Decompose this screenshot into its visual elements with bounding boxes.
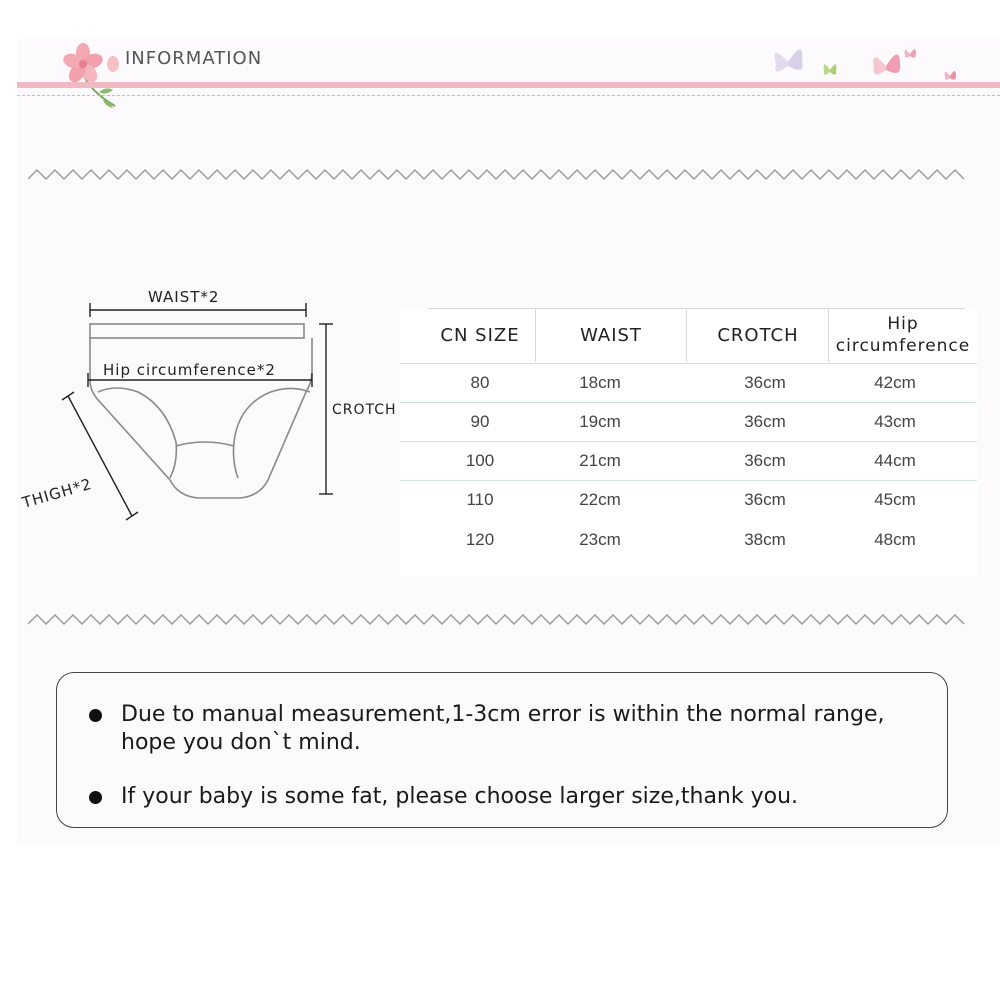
header-crotch: CROTCH [717, 324, 799, 346]
cell-crotch: 38cm [744, 530, 786, 549]
header-hip-circumference [829, 308, 977, 362]
cell-size: 90 [470, 412, 490, 431]
butterfly-icon [760, 40, 970, 95]
hip-dimension-label: Hip circumference*2 [103, 361, 276, 379]
cell-size: 110 [466, 490, 494, 509]
underwear-measurement-diagram [20, 280, 400, 530]
bullet-icon [89, 709, 102, 722]
zigzag-divider-top [28, 168, 972, 182]
header-dashed-line [17, 95, 1000, 96]
zigzag-divider-bottom [28, 613, 972, 627]
header-hip-line2: circumference [835, 336, 971, 356]
cell-size: 100 [465, 451, 495, 470]
cell-hip: 44cm [874, 451, 916, 470]
waist-dimension-label: WAIST*2 [148, 288, 220, 306]
cell-size: 80 [470, 373, 490, 392]
header-cn-size: CN SIZE [440, 324, 520, 346]
table-row [400, 402, 977, 441]
thigh-dimension-label: THIGH*2 [20, 474, 95, 512]
cell-waist: 18cm [579, 373, 621, 392]
cell-hip: 43cm [874, 412, 916, 431]
cell-waist: 23cm [579, 530, 621, 549]
cell-waist: 21cm [579, 451, 621, 470]
cell-hip: 48cm [874, 530, 916, 549]
cell-hip: 45cm [874, 490, 916, 509]
note-text: If your baby is some fat, please choose larger size,thank you. [121, 784, 799, 809]
crotch-dimension-label: CROTCH [332, 402, 397, 418]
crotch-dimension [319, 324, 333, 494]
notes-box [56, 672, 948, 828]
cell-crotch: 36cm [744, 451, 786, 470]
note-text: Due to manual measurement,1-3cm error is within the normal range, hope you don`t mind. [121, 702, 885, 755]
cell-waist: 19cm [579, 412, 621, 431]
table-row [400, 363, 977, 402]
bullet-icon [89, 791, 102, 804]
flower-icon [55, 40, 135, 112]
header-hip-line1: Hip [887, 314, 919, 334]
underwear-outline [90, 324, 312, 498]
cell-waist: 22cm [579, 490, 621, 509]
cell-size: 120 [465, 530, 495, 549]
cell-crotch: 36cm [744, 412, 786, 431]
header-waist: WAIST [580, 324, 642, 346]
table-row [400, 520, 977, 559]
header-title: INFORMATION [125, 48, 263, 69]
size-table [400, 308, 977, 576]
cell-crotch: 36cm [744, 373, 786, 392]
table-row [400, 441, 977, 480]
thigh-dimension [62, 392, 138, 520]
cell-crotch: 36cm [744, 490, 786, 509]
cell-hip: 42cm [874, 373, 916, 392]
table-row [400, 480, 977, 519]
